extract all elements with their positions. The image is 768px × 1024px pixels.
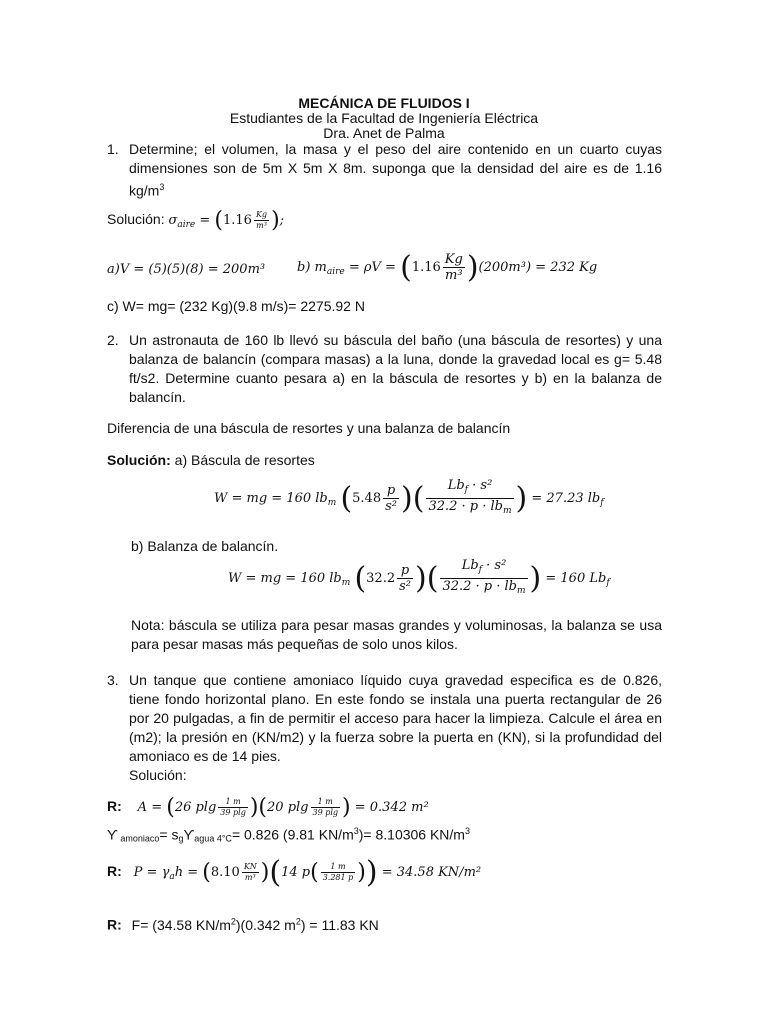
problem-1-text: Determine; el volumen, la masa y el peso del aire contenido en un cuarto cuyas dimensiones son de 5m X 5m X 8m. suponga que la densidad del aire es de 1.16 $kg/m^3$ bbox=[129, 141, 662, 199]
problem-2-number: 2. bbox=[107, 332, 119, 348]
result-pressure: R: $P = \gamma_ah = (8.10$ $\frac{KN}{\text{m³}}$ )(14 p( $\frac{1 m}{3.281 p}$ )) = 34.58 KN/m² bbox=[107, 855, 482, 890]
page-title: MECÁNICA DE FLUIDOS I bbox=[298, 95, 470, 111]
result-area: R: A = (26 plg $\frac{1 m}{39 plg}$ )(20 plg $\frac{1 m}{39 plg}$ ) = 0.342 m² bbox=[107, 795, 429, 820]
problem-1-number: 1. bbox=[107, 141, 119, 157]
equation-mass: b) $m_{aire} = \rho V = (1.16$ $\frac{Kg}{\text{m³}}$ )(200m³) = 232 Kg bbox=[297, 250, 598, 285]
solution-2-a-label: Solución: a) Báscula de resortes bbox=[107, 452, 315, 468]
equation-beam-balance: W = mg = 160 $lb_m$ (32.2 $\frac{p}{\text{s²}}$ )( $\frac{Lb_f \cdot s^2}{32.2 \cdot p \cdot lb_m}$ ) = 160 $Lb_f$ bbox=[228, 558, 610, 599]
specific-weight-line: ϒ amoniaco= sgϒagua 4°C= 0.826 (9.81 $KN/m^3)= 8.10306$ $KN/m^3$ bbox=[107, 826, 470, 844]
solution-3-label: Solución: bbox=[129, 767, 187, 783]
page-subtitle: Estudiantes de la Facultad de Ingeniería Eléctrica bbox=[229, 110, 539, 126]
solution-1-sigma: Solución: $\sigma_{aire} = (1.16$ $\frac{Kg}{\text{m³}}$ ); bbox=[107, 208, 285, 233]
solution-2-b-label: b) Balanza de balancín. bbox=[131, 538, 279, 554]
result-force: R: F= (34.58 $KN/m^2)(0.342$ $m^2) = 11.83$ KN bbox=[107, 916, 379, 933]
weight-line: c) W= mg= (232 Kg)(9.8 m/s)= 2275.92 N bbox=[107, 298, 365, 314]
problem-3-number: 3. bbox=[107, 672, 119, 688]
problem-3-text: Un tanque que contiene amoniaco líquido cuya gravedad especifica es de 0.826, tiene fondo horizontal plano. En este fondo se instala una puerta rectangular de 26 por 20 pulgadas, a fin de permitir el acceso para hacer la limpieza. Calcule el área en (m2); la presión en (KN/m2) y la fuerza sobre la puerta en (KN), si la profundidad del amoniaco es de 14 pies. bbox=[129, 672, 662, 764]
author: Dra. Anet de Palma bbox=[323, 125, 445, 141]
problem-2-text: Un astronauta de 160 lb llevó su báscula del baño (una báscula de resortes) y una balanza de balancín (compara masas) a la luna, donde la gravedad local es g= 5.48 ft/s2. Determine cuanto pesara a) en la báscula de resortes y b) en la balanza de balancín. bbox=[129, 332, 662, 405]
note: Nota: báscula se utiliza para pesar masas grandes y voluminosas, la balanza se usa para pesar masas más pequeñas de solo unos kilos. bbox=[131, 617, 662, 652]
difference-heading: Diferencia de una báscula de resortes y una balanza de balancín bbox=[107, 420, 511, 436]
equation-volume: a)V = (5)(5)(8) = 200m³ bbox=[107, 262, 266, 277]
equation-spring-scale: W = mg = 160 $lb_m$ (5.48 $\frac{p}{\text{s²}}$ )( $\frac{Lb_f \cdot s^2}{32.2 \cdot p \cdot lb_m}$ ) = 27.23 $lb_f$ bbox=[214, 478, 604, 519]
